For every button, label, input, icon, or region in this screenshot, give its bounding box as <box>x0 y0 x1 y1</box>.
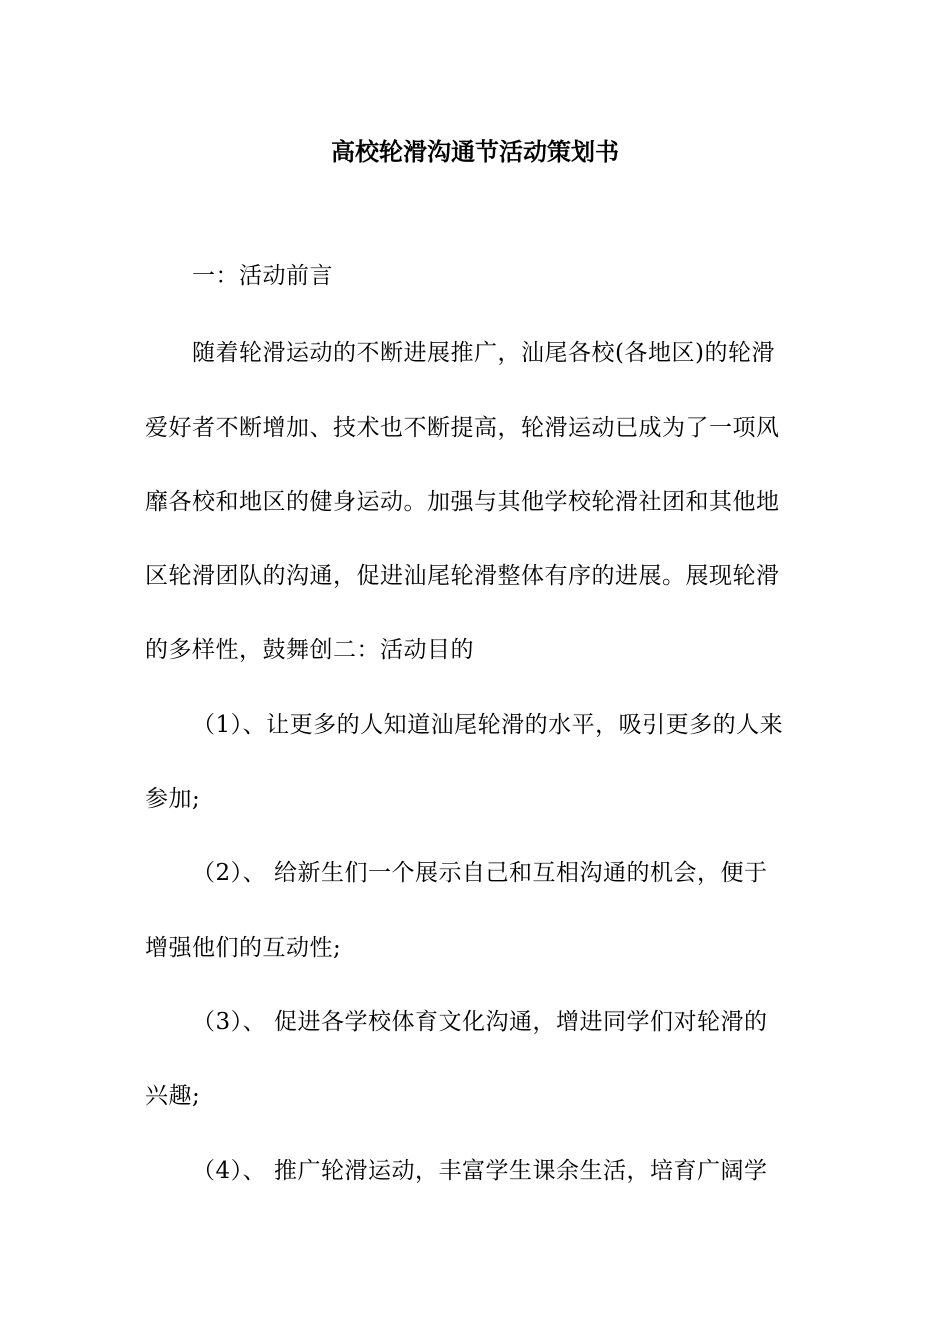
list-item-line: 兴趣; <box>145 1083 201 1109</box>
paragraph-line: 随着轮滑运动的不断进展推广，汕尾各校(各地区)的轮滑 <box>192 340 775 366</box>
list-item-line: 增强他们的互动性; <box>145 935 342 961</box>
list-item-line: （1）、让更多的人知道汕尾轮滑的水平，吸引更多的人来 <box>192 712 784 738</box>
list-item-line: （3）、 促进各学校体育文化沟通，增进同学们对轮滑的 <box>192 1009 768 1035</box>
document-title: 高校轮滑沟通节活动策划书 <box>331 137 619 166</box>
paragraph-line: 的多样性，鼓舞创二：活动目的 <box>145 637 474 663</box>
paragraph-line: 区轮滑团队的沟通，促进汕尾轮滑整体有序的进展。展现轮滑 <box>145 563 780 589</box>
list-item-line: （2）、 给新生们一个展示自己和互相沟通的机会，便于 <box>192 860 768 886</box>
section-heading-preface: 一：活动前言 <box>192 263 333 289</box>
paragraph-line: 靡各校和地区的健身运动。加强与其他学校轮滑社团和其他地 <box>145 489 780 515</box>
list-item-line: 参加; <box>145 786 201 812</box>
list-item-line: （4）、 推广轮滑运动，丰富学生课余生活，培育广阔学 <box>192 1158 768 1184</box>
paragraph-line: 爱好者不断增加、技术也不断提高，轮滑运动已成为了一项风 <box>145 415 780 441</box>
